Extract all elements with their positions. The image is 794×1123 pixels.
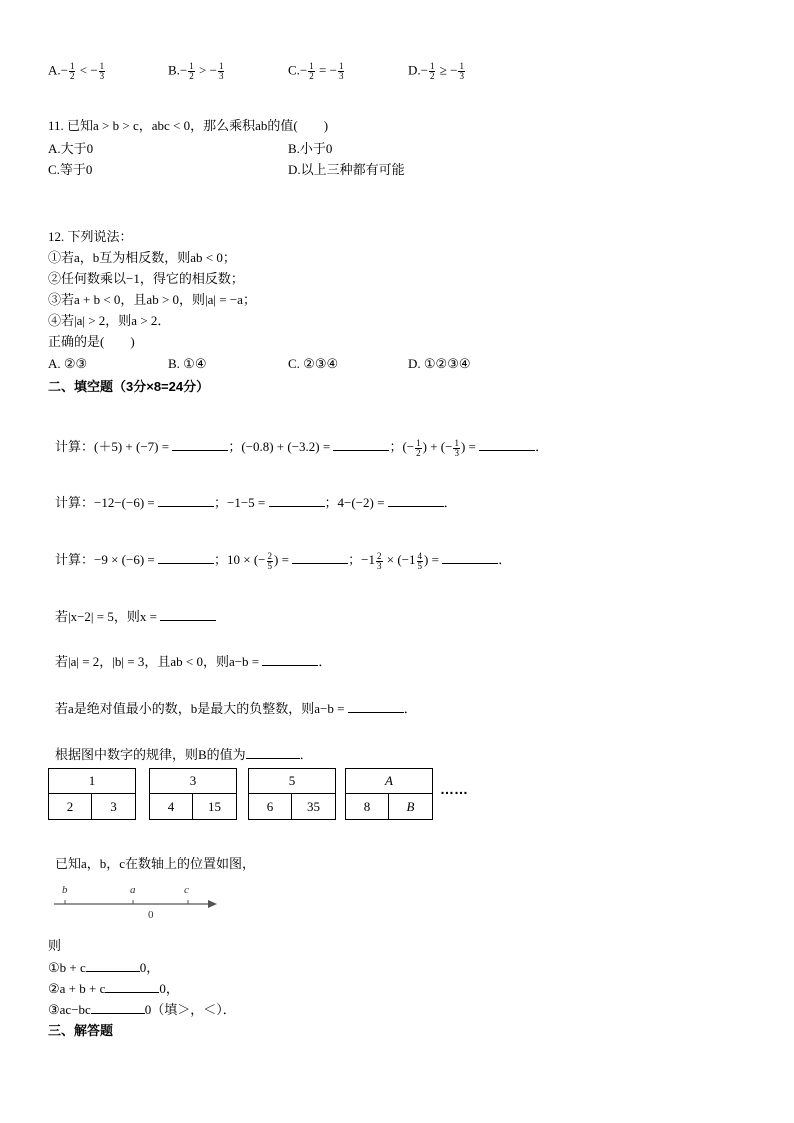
text: ． (535, 439, 549, 454)
fill-question-8-stem: 已知a，b，c在数轴上的位置如图， (55, 856, 256, 871)
q11-option-c[interactable]: C.等于0 (48, 162, 93, 177)
text: 若|a| = 2，|b| = 3，且ab < 0，则a−b = (55, 654, 263, 669)
answer-blank[interactable] (86, 959, 140, 972)
fill-question-8-item-3 (48, 1001, 236, 1018)
box-bottom-right-cell: 3 (110, 799, 117, 814)
text: 若a是绝对值最小的数，b是最大的负整数，则a−b = (55, 701, 348, 716)
box-top-cell: 5 (249, 769, 335, 794)
numerator: 1 (309, 61, 314, 71)
answer-blank[interactable] (292, 551, 348, 564)
text: × (−1 (383, 552, 416, 567)
denominator: 3 (377, 560, 382, 571)
q12-stem: 12. 下列说法： (48, 229, 133, 244)
label-zero: 0 (148, 909, 154, 921)
box-bottom-right-cell: B (406, 799, 415, 814)
fraction (188, 62, 195, 81)
pattern-box-3 (248, 768, 336, 820)
section-3-title: 三、解答题 (48, 1023, 114, 1038)
fill-question-4 (55, 608, 216, 625)
sign: − (179, 62, 188, 78)
fraction (415, 439, 422, 458)
section-2-title: 二、填空题（3分×8=24分） (48, 379, 210, 394)
text: 计算：(＋5) + (−7) = (55, 439, 173, 454)
fraction (69, 62, 76, 81)
text: ②a + b + c (48, 981, 106, 996)
answer-blank[interactable] (442, 551, 498, 564)
q11-stem: 11. 已知a > b > c，abc < 0，那么乘积ab的值( ) (48, 118, 329, 133)
pattern-box-4 (345, 768, 433, 820)
q12-option-b[interactable]: B. ①④ (168, 356, 207, 371)
denominator: 2 (429, 71, 435, 81)
text: ) = (274, 552, 293, 567)
fill-question-8-then: 则 (48, 938, 62, 953)
text: ) = (460, 439, 480, 454)
q12-statement-1: ①若a，b互为相反数，则ab < 0； (48, 250, 236, 265)
denominator: 2 (69, 71, 75, 81)
answer-blank[interactable] (262, 653, 318, 666)
q12-option-c[interactable]: C. ②③④ (288, 356, 339, 371)
sign: − (209, 62, 217, 78)
option-label: D. (408, 62, 421, 78)
q12-option-a[interactable]: A. ②③ (48, 356, 88, 371)
fill-question-2 (55, 494, 457, 511)
numerator: 1 (218, 61, 224, 71)
numerator: 1 (459, 61, 464, 71)
sign: − (299, 62, 308, 78)
text: ；(−0.8) + (−3.2) = (228, 439, 334, 454)
box-bottom-left-cell: 2 (49, 794, 92, 819)
fraction (338, 62, 345, 81)
numerator: 1 (69, 61, 75, 71)
denominator: 3 (459, 71, 464, 81)
text: ；4−(−2) = (324, 495, 388, 510)
text: ． (299, 747, 313, 762)
q12-question: 正确的是( ) (48, 334, 135, 349)
box-bottom-right-cell: 35 (307, 799, 320, 814)
box-top-cell: 1 (49, 769, 135, 794)
fill-question-3 (55, 551, 511, 571)
fraction (308, 62, 315, 81)
q11-option-d[interactable]: D.以上三种都有可能 (288, 162, 405, 177)
fraction (417, 552, 424, 571)
text: 根据图中数字的规律，则B的值为 (55, 747, 246, 762)
q11-option-b[interactable]: B.小于0 (288, 141, 333, 156)
numerator: 4 (417, 550, 423, 561)
label-b: b (62, 884, 68, 896)
box-top-cell: A (346, 769, 432, 794)
fraction (376, 552, 383, 571)
text: ；−1 (348, 552, 376, 567)
text: ) + (− (422, 439, 453, 454)
text: ． (498, 552, 512, 567)
label-c: c (184, 884, 189, 896)
sign: − (420, 62, 428, 78)
fraction (267, 552, 274, 571)
text: ；−1−5 = (214, 495, 269, 510)
answer-blank[interactable] (333, 438, 389, 451)
denominator: 2 (309, 71, 314, 81)
text: 0， (139, 960, 160, 975)
answer-blank[interactable] (172, 438, 228, 451)
text: 计算：−9 × (−6) = (55, 552, 158, 567)
text: 0， (159, 981, 179, 996)
fraction (99, 62, 106, 81)
fill-question-8-item-2 (48, 980, 179, 997)
fraction (453, 439, 460, 458)
q12-option-d[interactable]: D. ①②③④ (408, 356, 471, 371)
text: ③ac−bc (48, 1002, 91, 1017)
answer-blank[interactable] (388, 494, 444, 507)
sign: − (329, 62, 337, 78)
fill-question-8-item-1 (48, 959, 159, 976)
pattern-box-1 (48, 768, 136, 820)
fill-question-7 (55, 746, 313, 763)
answer-blank[interactable] (348, 700, 404, 713)
text: 计算：−12−(−6) = (55, 495, 158, 510)
box-bottom-left-cell: 6 (249, 794, 292, 819)
q10-option-d[interactable] (408, 62, 466, 81)
box-top-cell: 3 (150, 769, 236, 794)
fill-question-5 (55, 653, 331, 670)
denominator: 2 (189, 71, 194, 81)
answer-blank[interactable] (160, 608, 216, 621)
text: ；10 × (− (214, 552, 266, 567)
numerator: 1 (429, 61, 435, 71)
box-bottom-right-cell: 15 (208, 799, 221, 814)
text: ①b + c (48, 960, 86, 975)
text: ． (318, 654, 332, 669)
q10-option-c[interactable] (288, 62, 345, 81)
answer-blank[interactable] (479, 438, 535, 451)
fraction (429, 62, 436, 81)
text: ． (443, 495, 457, 510)
axis-arrow (208, 900, 217, 908)
numerator: 1 (454, 437, 459, 448)
answer-blank[interactable] (91, 1001, 145, 1014)
q12-statement-4: ④若|a| > 2，则a > 2． (48, 313, 171, 328)
text: 若|x−2| = 5，则x = (55, 609, 161, 624)
denominator: 5 (267, 560, 272, 571)
denominator: 3 (218, 71, 224, 81)
denominator: 3 (454, 447, 459, 458)
numerator: 1 (189, 61, 194, 71)
denominator: 3 (99, 71, 105, 81)
answer-blank[interactable] (158, 551, 214, 564)
box-bottom-left-cell: 8 (346, 794, 389, 819)
numerator: 1 (338, 61, 344, 71)
number-line (50, 878, 225, 922)
fill-question-1 (55, 438, 548, 458)
answer-blank[interactable] (158, 494, 214, 507)
numerator: 1 (416, 437, 421, 448)
text: ． (403, 701, 417, 716)
numerator: 1 (99, 61, 105, 71)
q12-statement-3: ③若a + b < 0，且ab > 0，则|a| = −a； (48, 292, 256, 307)
q12-statement-2: ②任何数乘以−1，得它的相反数； (48, 271, 244, 286)
answer-blank[interactable] (269, 494, 325, 507)
operator: = (319, 62, 327, 78)
q11-option-a[interactable]: A.大于0 (48, 141, 94, 156)
fill-question-6 (55, 700, 417, 717)
text: ) = (424, 552, 443, 567)
text: ；(− (389, 439, 415, 454)
q10-option-b[interactable] (168, 62, 225, 81)
fraction (458, 62, 465, 81)
option-label: B. (168, 62, 180, 78)
ellipsis: …… (440, 781, 468, 797)
label-a: a (130, 884, 136, 896)
sign: − (450, 62, 458, 78)
operator: > (199, 62, 207, 78)
option-label: C. (288, 62, 300, 78)
fraction (218, 62, 225, 81)
answer-blank[interactable] (105, 980, 159, 993)
box-bottom-left-cell: 4 (150, 794, 193, 819)
numerator: 2 (267, 550, 272, 561)
text: 0（填＞，＜）． (144, 1002, 236, 1017)
denominator: 2 (416, 447, 421, 458)
denominator: 3 (338, 71, 344, 81)
option-label: A. (48, 62, 61, 78)
pattern-box-2 (149, 768, 237, 820)
sign: − (90, 62, 98, 78)
operator: ≥ (439, 62, 447, 78)
sign: − (60, 62, 68, 78)
numerator: 2 (377, 550, 382, 561)
operator: < (79, 62, 88, 78)
answer-blank[interactable] (246, 746, 300, 759)
denominator: 5 (417, 560, 423, 571)
q10-option-a[interactable] (48, 62, 106, 81)
